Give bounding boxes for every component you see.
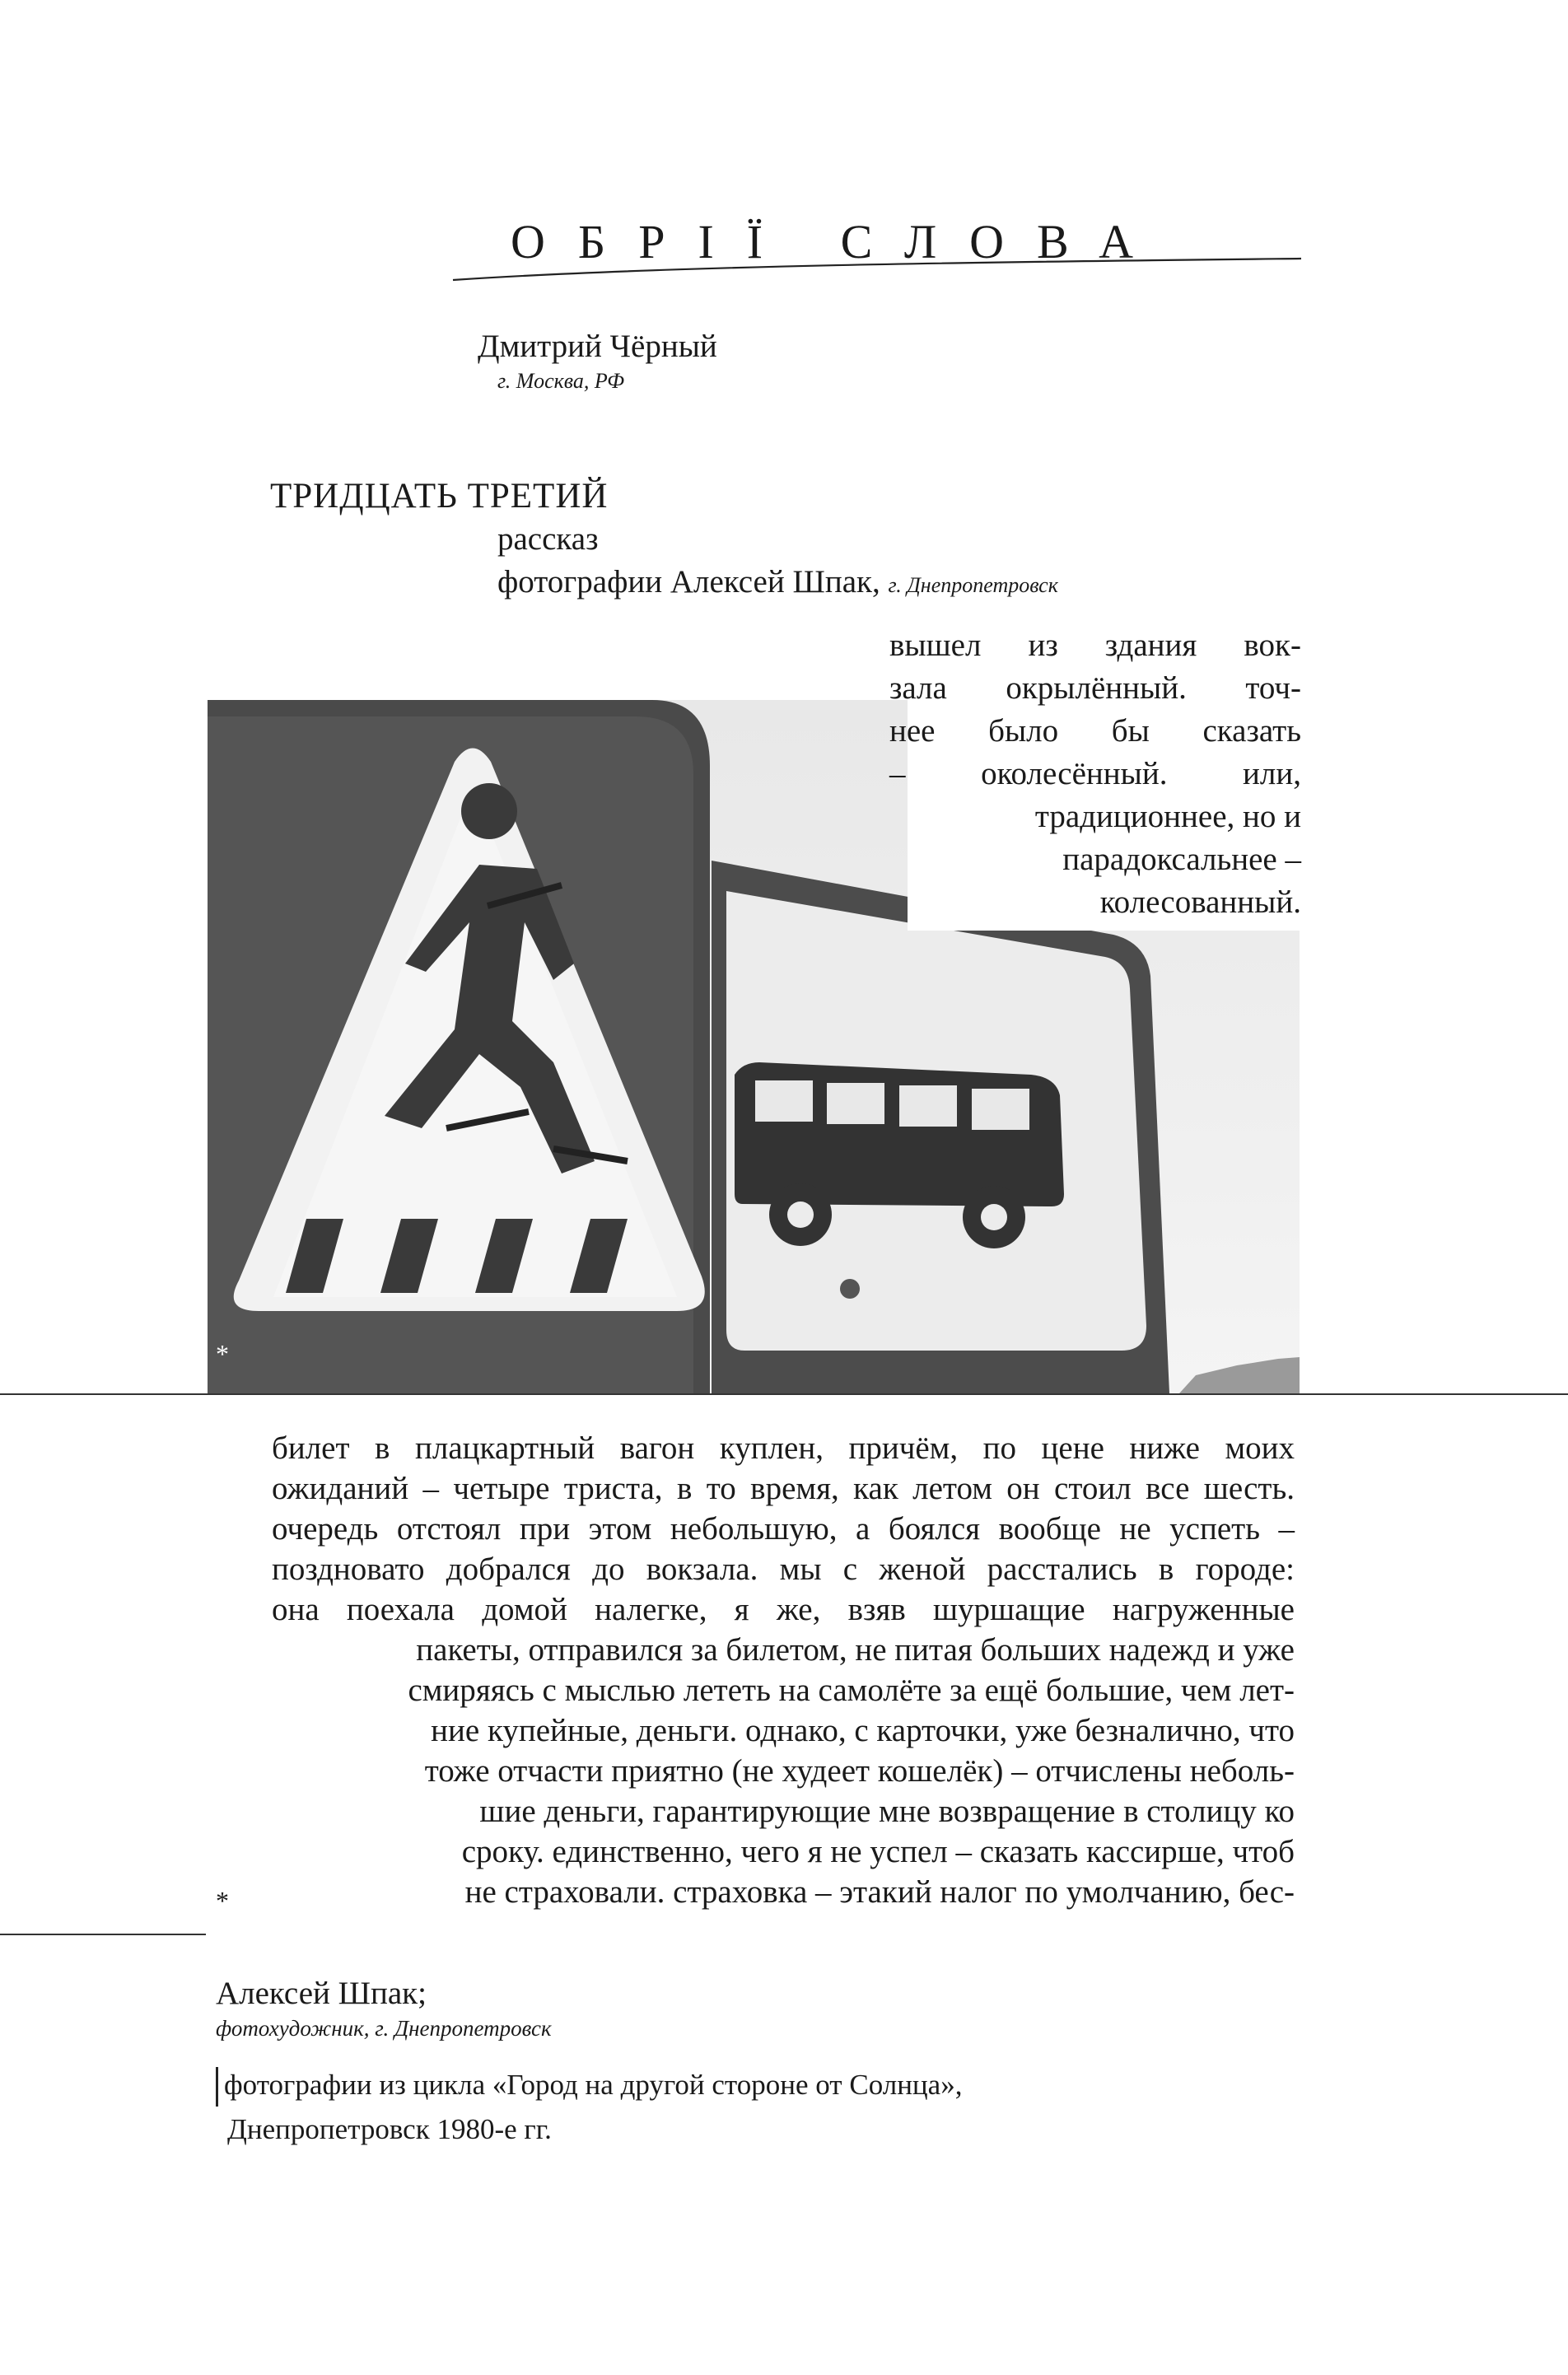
body-line: не страховали. страховка – этакий налог по умолчанию, бес- [464,1874,1295,1910]
photo-place-note: Днепропетровск 1980-е гг. [227,2113,552,2145]
author-city: г. Москва, РФ [497,369,624,393]
body-line: смиряясь с мыслью лететь на самолёте за ещё большие, чем лет- [408,1673,1295,1708]
intro-line: традиционнее, но и [1034,799,1301,834]
section-header [428,189,1309,296]
bus-stop-sign [712,861,1169,1393]
body-line: она поехала домой налегке, я же, взяв шуршащие нагруженные [272,1592,1295,1627]
body-line: шие деньги, гарантирующие мне возвращение в столицу ко [479,1794,1295,1829]
footnote-marker: * [216,1886,229,1915]
photo-credit-text: фотографии Алексей Шпак, [497,564,889,600]
body-line: пакеты, отправился за билетом, не питая больших надежд и уже [416,1632,1295,1668]
photo-credit-city: г. Днепропетровск [888,573,1058,597]
footnote-rule [0,1934,206,1935]
horizontal-rule [0,1393,1568,1395]
body-line: тоже отчасти приятно (не худеет кошелёк) – отчислены неболь- [424,1753,1295,1789]
intro-line: вышел из здания вок- [889,628,1301,663]
story-photo-credit [497,563,1058,600]
credit-vertical-bar [216,2067,218,2107]
photographer-name: Алексей Шпак; [216,1976,427,2011]
intro-line: нее было бы сказать [889,713,1301,749]
body-paragraph [272,1428,1295,1912]
author-name: Дмитрий Чёрный [478,329,717,364]
section-title: ОБРІЇ СЛОВА [511,215,1166,268]
body-line: сроку. единственно, чего я не успел – сказать кассирше, чтоб [461,1834,1295,1869]
body-line: поздновато добрался до вокзала. мы с женой расстались в городе: [272,1551,1295,1587]
photo-footnote-marker: * [216,1339,229,1369]
intro-line: парадоксальнее – [1062,842,1301,877]
story-title: ТРИДЦАТЬ ТРЕТИЙ [270,477,609,516]
body-line: ожиданий – четыре триста, в то время, как летом он стоил все шесть. [272,1471,1295,1506]
photographer-role: фотохудожник, г. Днепропетровск [216,2016,552,2041]
body-line: очередь отстоял при этом небольшую, а боялся вообще не успеть – [272,1511,1295,1547]
intro-line: колесованный. [1099,884,1301,920]
story-genre: рассказ [497,521,599,557]
photo-cycle-note: фотографии из цикла «Город на другой стороне от Солнца», [224,2069,963,2101]
body-line: билет в плацкартный вагон куплен, причём, по цене ниже моих [272,1430,1295,1466]
intro-line: зала окрылённый. точ- [889,670,1301,706]
intro-line: – околесённый. или, [889,756,1301,791]
intro-paragraph [889,624,1301,924]
pedestrian-crossing-sign [208,700,710,1393]
body-line: ние купейные, деньги. однако, с карточки, уже безналично, что [431,1713,1295,1748]
